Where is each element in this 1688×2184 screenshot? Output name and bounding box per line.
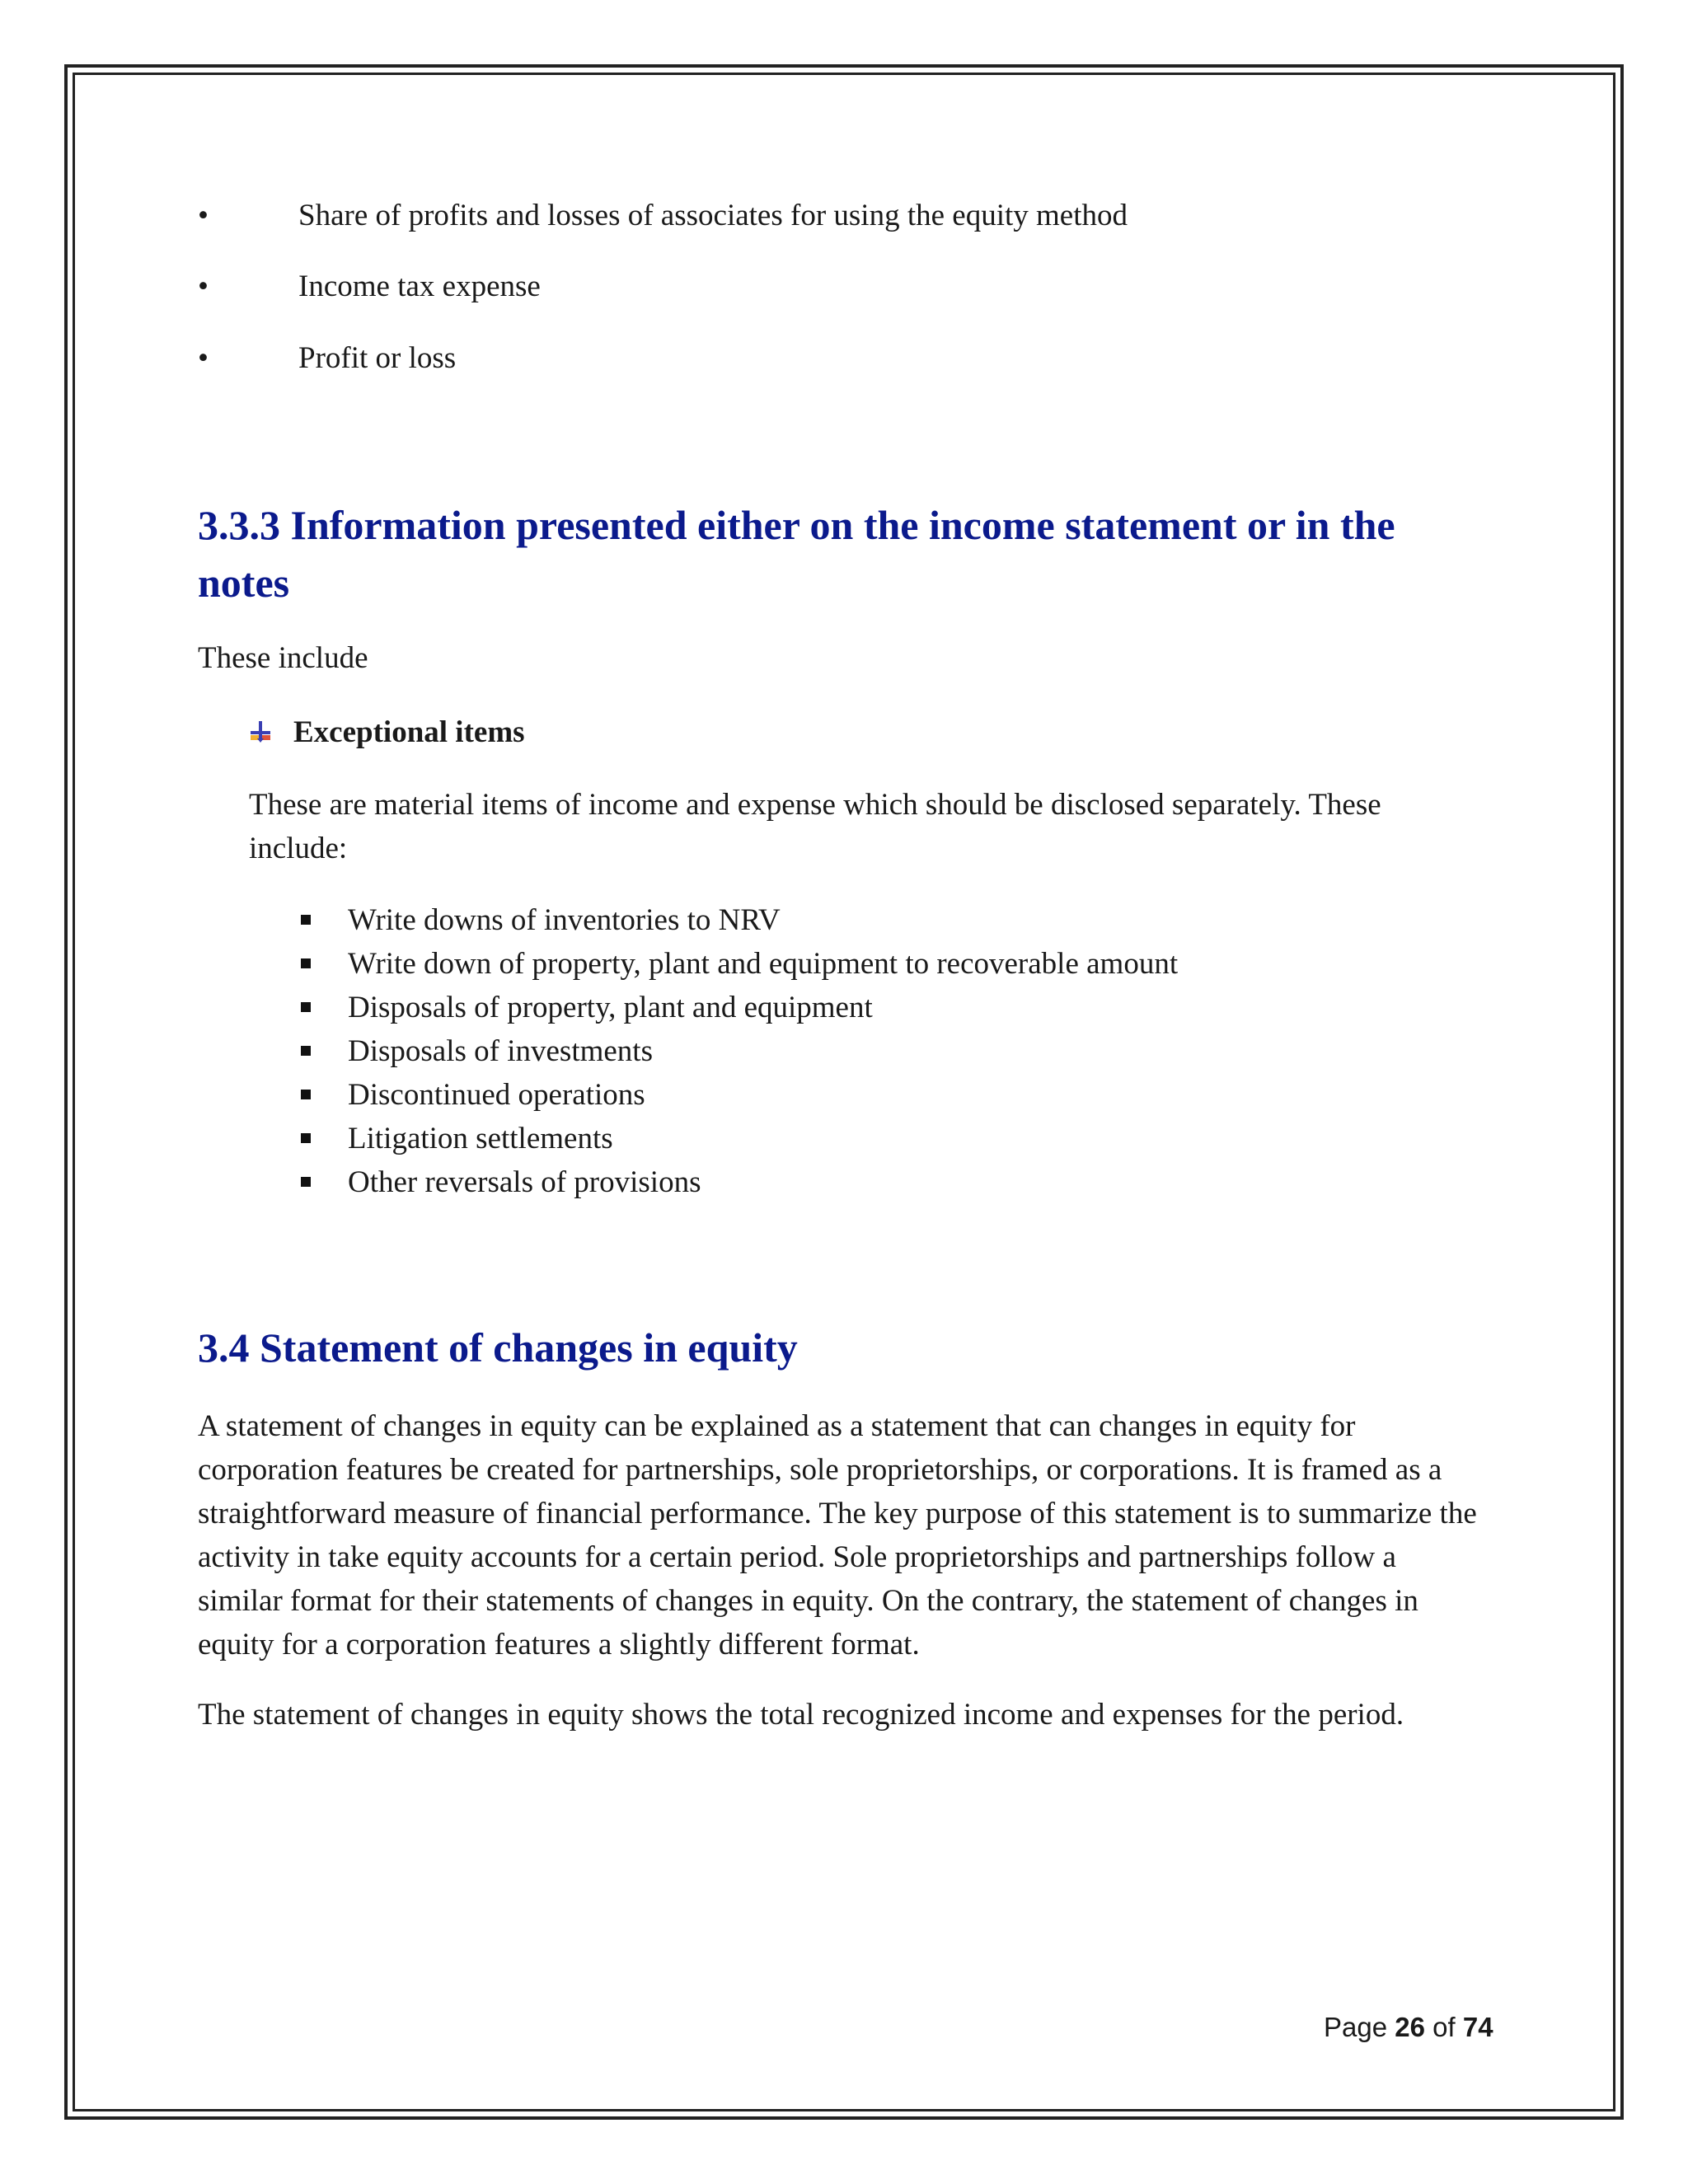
exceptional-description: These are material items of income and expense which should be disclosed separately. These include: bbox=[249, 788, 1381, 865]
square-bullet-icon bbox=[301, 1177, 311, 1187]
square-bullet-icon bbox=[301, 915, 311, 925]
exceptional-items-title bbox=[249, 715, 525, 751]
list-item-text: Profit or loss bbox=[298, 341, 457, 375]
list-item-text: Discontinued operations bbox=[348, 1078, 645, 1112]
bullet-icon: • bbox=[198, 341, 209, 375]
body-paragraph: The statement of changes in equity shows the total recognized income and expenses for the period. bbox=[198, 1698, 1404, 1732]
square-bullet-icon bbox=[301, 1046, 311, 1056]
list-item-text: Litigation settlements bbox=[348, 1122, 613, 1155]
heading-line: notes bbox=[198, 560, 290, 606]
intro-text: These include bbox=[198, 641, 368, 675]
square-bullet-icon bbox=[301, 958, 311, 968]
page-number bbox=[1324, 2009, 1493, 2046]
arrow-down-icon bbox=[249, 720, 272, 743]
page-current: 26 bbox=[1395, 2012, 1425, 2042]
page-total: 74 bbox=[1462, 2012, 1493, 2042]
list-item-text: Disposals of investments bbox=[348, 1034, 653, 1068]
exceptional-title-text: Exceptional items bbox=[293, 715, 525, 749]
body-paragraph: A statement of changes in equity can be explained as a statement that can changes in equity for corporation features be created for partnerships, sole proprietorships, or corporations. It is framed as a straightforward measure of financial performance. The key purpose of this statement is to summarize the activity in take equity accounts for a certain period. Sole proprietorships and partnerships follow a similar format for their statements of changes in equity. On the contrary, the statement of changes in equity for a corporation features a slightly different format. bbox=[198, 1409, 1477, 1661]
list-item-text: Income tax expense bbox=[298, 269, 541, 303]
square-bullet-icon bbox=[301, 1133, 311, 1143]
list-item-text: Disposals of property, plant and equipment bbox=[348, 991, 873, 1024]
square-bullet-icon bbox=[301, 1090, 311, 1099]
section-heading-3-3-3 bbox=[198, 496, 1395, 612]
list-item-text: Other reversals of provisions bbox=[348, 1165, 701, 1199]
bullet-icon: • bbox=[198, 199, 209, 232]
list-item-text: Write downs of inventories to NRV bbox=[348, 903, 781, 937]
page-of: of bbox=[1432, 2012, 1456, 2042]
section-heading-3-4: 3.4 Statement of changes in equity bbox=[198, 1324, 798, 1371]
list-item-text: Write down of property, plant and equipment to recoverable amount bbox=[348, 947, 1179, 981]
heading-line: 3.3.3 Information presented either on the income statement or in the bbox=[198, 502, 1395, 548]
square-bullet-icon bbox=[301, 1002, 311, 1012]
bullet-icon: • bbox=[198, 269, 209, 303]
page-prefix: Page bbox=[1324, 2012, 1388, 2042]
list-item-text: Share of profits and losses of associates for using the equity method bbox=[298, 199, 1128, 232]
